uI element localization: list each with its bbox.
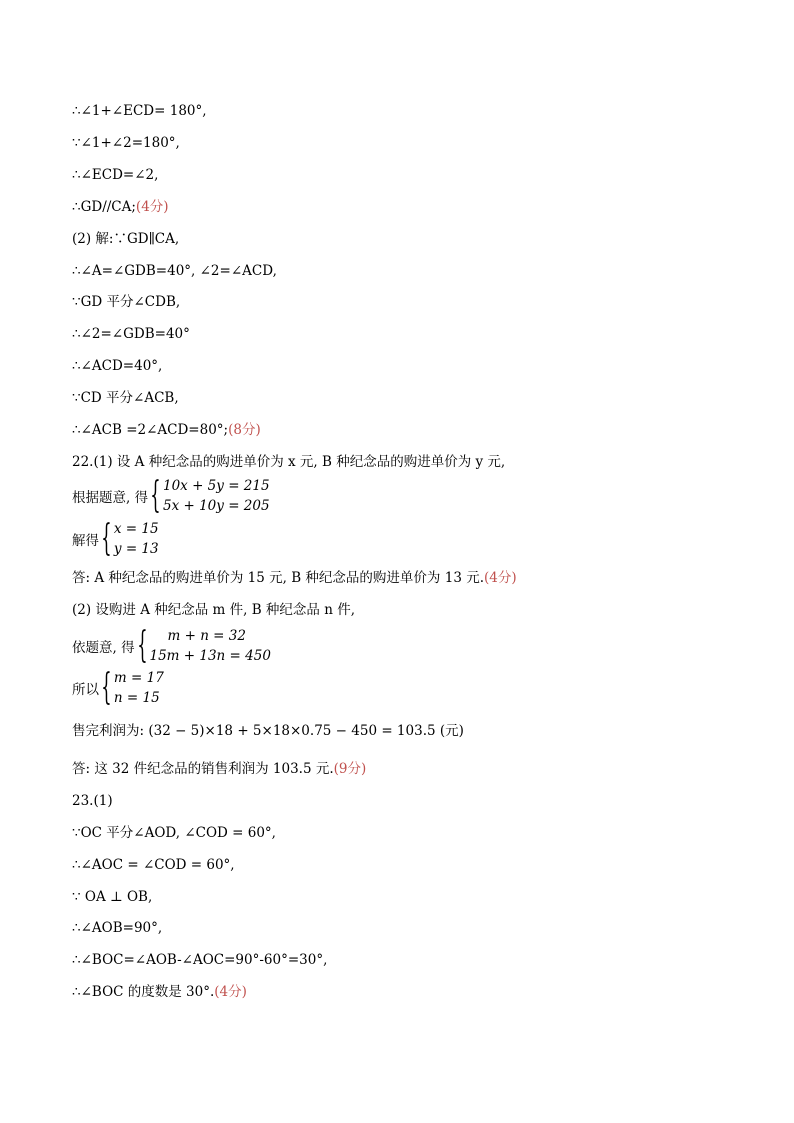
- score-badge: (4分): [214, 984, 247, 1000]
- equation-system-2: [72, 519, 159, 559]
- text-line: ∴∠2=∠GDB=40°: [72, 326, 190, 342]
- brace-symbol: {: [136, 625, 148, 666]
- equation-row: 5x + 10y = 205: [163, 498, 270, 514]
- text-line: ∵OC 平分∠AOD, ∠COD = 60°,: [72, 825, 276, 841]
- equation-prefix: 根据题意, 得: [72, 490, 149, 506]
- equation-prefix: 依题意, 得: [72, 640, 135, 656]
- equation-row: m = 17: [113, 670, 164, 686]
- equation-system-4: [72, 668, 164, 708]
- score-badge: (4分): [135, 199, 169, 215]
- brace-symbol: {: [101, 667, 112, 708]
- text-line: ∴∠AOB=90°,: [72, 920, 163, 936]
- equation-row: 10x + 5y = 215: [163, 478, 270, 494]
- equation-prefix: 所以: [72, 682, 99, 698]
- question-23-header: 23.(1): [72, 793, 113, 809]
- text-line: ∴∠ACD=40°,: [72, 358, 163, 374]
- text-line: (2) 解:∵GD∥CA,: [72, 231, 180, 247]
- brace-symbol: {: [101, 518, 112, 559]
- text-line: ∴∠A=∠GDB=40°, ∠2=∠ACD,: [72, 263, 277, 279]
- text-line: ∵GD 平分∠CDB,: [72, 294, 181, 310]
- text-line: ∵∠1+∠2=180°,: [72, 135, 180, 151]
- score-badge: (8分): [228, 422, 261, 438]
- answer-line: 答: A 种纪念品的购进单价为 15 元, B 种纪念品的购进单价为 13 元.(4分): [72, 570, 517, 586]
- score-badge: (4分): [484, 570, 517, 586]
- question-22-intro: 22.(1) 设 A 种纪念品的购进单价为 x 元, B 种纪念品的购进单价为 y 元,: [72, 454, 506, 470]
- equation-system-1: [72, 476, 270, 516]
- text-line: ∴∠BOC 的度数是 30°.(4分): [72, 984, 247, 1000]
- equation-row: 15m + 13n = 450: [149, 648, 271, 664]
- text-line: ∴∠ECD=∠2,: [72, 167, 159, 183]
- text-line: ∵ OA ⊥ OB,: [72, 889, 153, 905]
- text-line: ∵CD 平分∠ACB,: [72, 390, 179, 406]
- profit-line: 售完利润为: (32 − 5)×18 + 5×18×0.75 − 450 = 103.5 (元): [72, 723, 464, 739]
- equation-prefix: 解得: [72, 533, 99, 549]
- answer-line: 答: 这 32 件纪念品的销售利润为 103.5 元.(9分): [72, 761, 367, 777]
- equation-row: n = 15: [113, 690, 160, 706]
- text-line: ∴∠ACB =2∠ACD=80°;(8分): [72, 422, 261, 438]
- text-line: ∴∠BOC=∠AOB-∠AOC=90°-60°=30°,: [72, 952, 328, 968]
- equation-row: y = 13: [113, 541, 159, 557]
- equation-row: m + n = 32: [167, 628, 246, 644]
- score-badge: (9分): [333, 761, 367, 777]
- brace-symbol: {: [150, 475, 161, 516]
- text-line: ∴∠1+∠ECD= 180°,: [72, 103, 207, 119]
- text-line: (2) 设购进 A 种纪念品 m 件, B 种纪念品 n 件,: [72, 602, 355, 618]
- text-line: ∴∠AOC = ∠COD = 60°,: [72, 857, 235, 873]
- equation-system-3: [72, 626, 271, 666]
- text-line: ∴GD//CA;(4分): [72, 199, 169, 215]
- equation-row: x = 15: [113, 521, 159, 537]
